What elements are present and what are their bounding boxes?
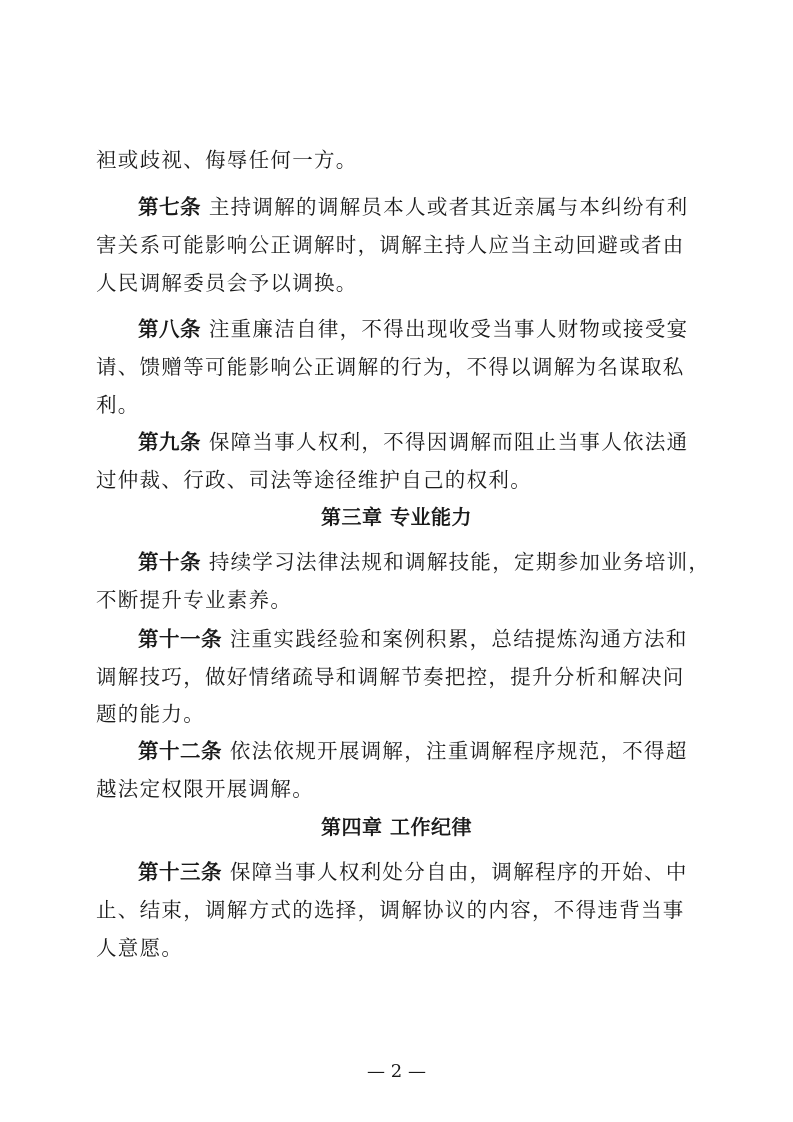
article-13-line-3: 人意愿。 (96, 936, 184, 960)
article-8-line-2: 请、馈赠等可能影响公正调解的行为，不得以调解为名谋取私 (96, 355, 685, 379)
article-8-line-3: 利。 (96, 393, 140, 417)
article-9-label: 第九条 (138, 430, 201, 454)
article-13-text-1: 保障当事人权利处分自由，调解程序的开始、中 (229, 860, 688, 884)
article-10-line-1 (138, 547, 711, 577)
article-7-line-3: 人民调解委员会予以调换。 (96, 271, 358, 295)
article-7-line-1 (138, 192, 698, 222)
article-12-text-1: 依法依规开展调解，注重调解程序规范，不得超 (229, 739, 688, 763)
article-9-text-1: 保障当事人权利，不得因调解而阻止当事人依法通 (208, 430, 689, 454)
article-8-label: 第八条 (138, 317, 201, 341)
chapter-4-heading: 第四章 工作纪律 (321, 815, 472, 839)
article-11-line-1 (138, 624, 698, 654)
article-11-line-3: 题的能力。 (96, 702, 205, 726)
article-12-label: 第十二条 (138, 739, 222, 763)
article-7-label: 第七条 (138, 195, 201, 219)
article-8-text-1: 注重廉洁自律，不得出现收受当事人财物或接受宴 (208, 317, 689, 341)
article-13-line-2: 止、结束，调解方式的选择，调解协议的内容，不得违背当事 (96, 898, 685, 922)
article-10-label: 第十条 (138, 550, 201, 574)
article-11-label: 第十一条 (138, 627, 222, 651)
article-8-line-1 (138, 314, 698, 344)
article-7-line-2: 害关系可能影响公正调解时，调解主持人应当主动回避或者由 (96, 233, 685, 257)
article-13-line-1 (138, 857, 698, 887)
chapter-3-heading: 第三章 专业能力 (321, 505, 472, 529)
article-12-line-1 (138, 736, 698, 766)
article-10-text-1: 持续学习法律法规和调解技能，定期参加业务培训， (208, 550, 711, 574)
article-10-line-2: 不断提升专业素养。 (96, 588, 293, 612)
article-7-text-1: 主持调解的调解员本人或者其近亲属与本纠纷有利 (208, 195, 689, 219)
article-11-line-2: 调解技巧，做好情绪疏导和调解节奏把控，提升分析和解决问 (96, 665, 685, 689)
article-9-line-1 (138, 427, 698, 457)
article-13-label: 第十三条 (138, 860, 222, 884)
article-11-text-1: 注重实践经验和案例积累，总结提炼沟通方法和 (229, 627, 688, 651)
article-9-line-2: 过仲裁、行政、司法等途径维护自己的权利。 (96, 468, 532, 492)
page-number: — 2 — (367, 1061, 426, 1082)
paragraph-line: 袒或歧视、侮辱任何一方。 (96, 148, 358, 172)
article-12-line-2: 越法定权限开展调解。 (96, 777, 314, 801)
